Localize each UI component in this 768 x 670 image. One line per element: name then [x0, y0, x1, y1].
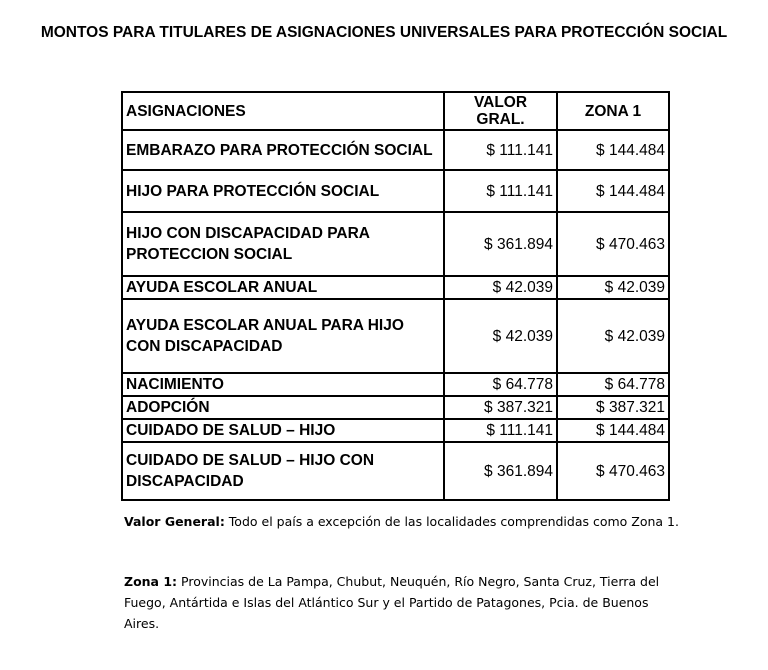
row-name: ADOPCIÓN: [122, 396, 444, 419]
row-zona-1: $ 470.463: [557, 442, 669, 500]
table-row: [122, 170, 669, 212]
row-zona-1: $ 144.484: [557, 130, 669, 170]
row-valor-general: $ 111.141: [444, 130, 557, 170]
row-valor-general: $ 42.039: [444, 276, 557, 299]
header-valor-general: VALOR GRAL.: [444, 92, 557, 130]
row-zona-1: $ 387.321: [557, 396, 669, 419]
note-valor-general: [124, 511, 684, 532]
table-row: [122, 373, 669, 396]
header-asignaciones: ASIGNACIONES: [122, 92, 444, 130]
row-zona-1: $ 144.484: [557, 419, 669, 442]
row-valor-general: $ 111.141: [444, 419, 557, 442]
table-row: [122, 130, 669, 170]
row-valor-general: $ 64.778: [444, 373, 557, 396]
table-row: [122, 299, 669, 373]
note-zona-1: [124, 571, 684, 634]
table-row: [122, 442, 669, 500]
table-row: [122, 419, 669, 442]
row-zona-1: $ 144.484: [557, 170, 669, 212]
row-valor-general: $ 42.039: [444, 299, 557, 373]
row-name: AYUDA ESCOLAR ANUAL PARA HIJO CON DISCAPACIDAD: [122, 299, 444, 373]
note-valor-general-label: Valor General:: [124, 514, 225, 529]
table-header-row: [122, 92, 669, 130]
asignaciones-table: [121, 91, 670, 501]
header-zona-1: ZONA 1: [557, 92, 669, 130]
row-zona-1: $ 42.039: [557, 276, 669, 299]
note-zona-1-text: Provincias de La Pampa, Chubut, Neuquén, Río Negro, Santa Cruz, Tierra del Fuego, Antártida e Islas del Atlántico Sur y el Partido de Patagones, Pcia. de Buenos Aires.: [124, 574, 660, 631]
row-valor-general: $ 361.894: [444, 442, 557, 500]
row-name: HIJO PARA PROTECCIÓN SOCIAL: [122, 170, 444, 212]
row-name: EMBARAZO PARA PROTECCIÓN SOCIAL: [122, 130, 444, 170]
table-row: [122, 212, 669, 276]
row-name: CUIDADO DE SALUD – HIJO: [122, 419, 444, 442]
row-zona-1: $ 42.039: [557, 299, 669, 373]
table-row: [122, 276, 669, 299]
row-zona-1: $ 470.463: [557, 212, 669, 276]
page-title: MONTOS PARA TITULARES DE ASIGNACIONES UNIVERSALES PARA PROTECCIÓN SOCIAL: [40, 24, 728, 41]
row-valor-general: $ 387.321: [444, 396, 557, 419]
table-row: [122, 396, 669, 419]
row-name: HIJO CON DISCAPACIDAD PARA PROTECCION SOCIAL: [122, 212, 444, 276]
row-valor-general: $ 111.141: [444, 170, 557, 212]
row-name: CUIDADO DE SALUD – HIJO CON DISCAPACIDAD: [122, 442, 444, 500]
row-zona-1: $ 64.778: [557, 373, 669, 396]
note-zona-1-label: Zona 1:: [124, 574, 178, 589]
note-valor-general-text: Todo el país a excepción de las localidades comprendidas como Zona 1.: [224, 514, 679, 529]
row-name: NACIMIENTO: [122, 373, 444, 396]
row-valor-general: $ 361.894: [444, 212, 557, 276]
row-name: AYUDA ESCOLAR ANUAL: [122, 276, 444, 299]
